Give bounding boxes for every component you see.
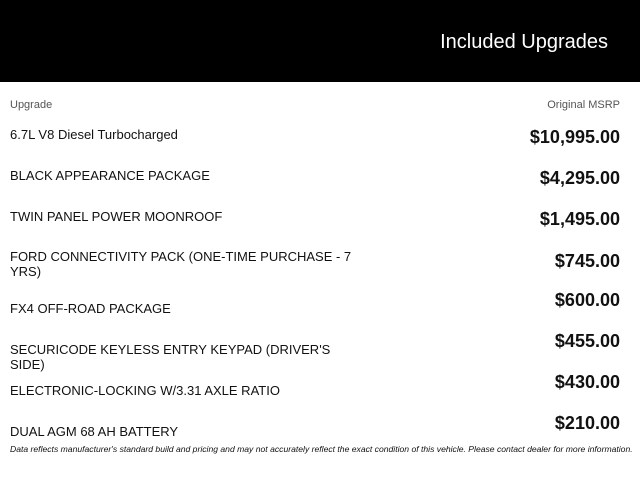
disclaimer-footnote: Data reflects manufacturer's standard build and pricing and may not accurately reflect the exact condition of this vehicle. Please contact dealer for more information. (10, 444, 633, 454)
upgrade-price: $4,295.00 (539, 167, 620, 188)
upgrade-name: BLACK APPEARANCE PACKAGE (10, 167, 210, 183)
column-header-upgrade: Upgrade (10, 99, 53, 111)
upgrade-name: SECURICODE KEYLESS ENTRY KEYPAD (DRIVER'S SIDE) (10, 342, 331, 373)
upgrade-name: FX4 OFF-ROAD PACKAGE (10, 301, 171, 317)
page-title: Included Upgrades (440, 31, 608, 53)
header-bar (0, 0, 640, 82)
list-item (10, 371, 620, 412)
column-headers (10, 99, 620, 113)
upgrade-name: DUAL AGM 68 AH BATTERY (10, 423, 179, 439)
upgrade-price: $600.00 (554, 290, 620, 311)
list-item (10, 165, 620, 206)
upgrade-price: $210.00 (554, 412, 620, 433)
upgrade-price: $430.00 (554, 371, 620, 392)
upgrade-price: $1,495.00 (539, 208, 620, 229)
list-item (10, 246, 620, 289)
upgrade-price: $455.00 (554, 331, 620, 352)
column-header-msrp: Original MSRP (547, 99, 620, 111)
upgrade-name: FORD CONNECTIVITY PACK (ONE-TIME PURCHASE - 7 YRS) (10, 249, 352, 280)
upgrade-name: ELECTRONIC-LOCKING W/3.31 AXLE RATIO (10, 382, 280, 398)
list-item (10, 124, 620, 165)
upgrade-name: 6.7L V8 Diesel Turbocharged (10, 127, 178, 142)
upgrade-price: $10,995.00 (529, 127, 620, 147)
upgrades-list (10, 124, 620, 453)
upgrade-name: TWIN PANEL POWER MOONROOF (10, 208, 223, 224)
upgrade-price: $745.00 (554, 251, 620, 272)
list-item (10, 330, 620, 371)
list-item (10, 289, 620, 330)
list-item (10, 206, 620, 247)
